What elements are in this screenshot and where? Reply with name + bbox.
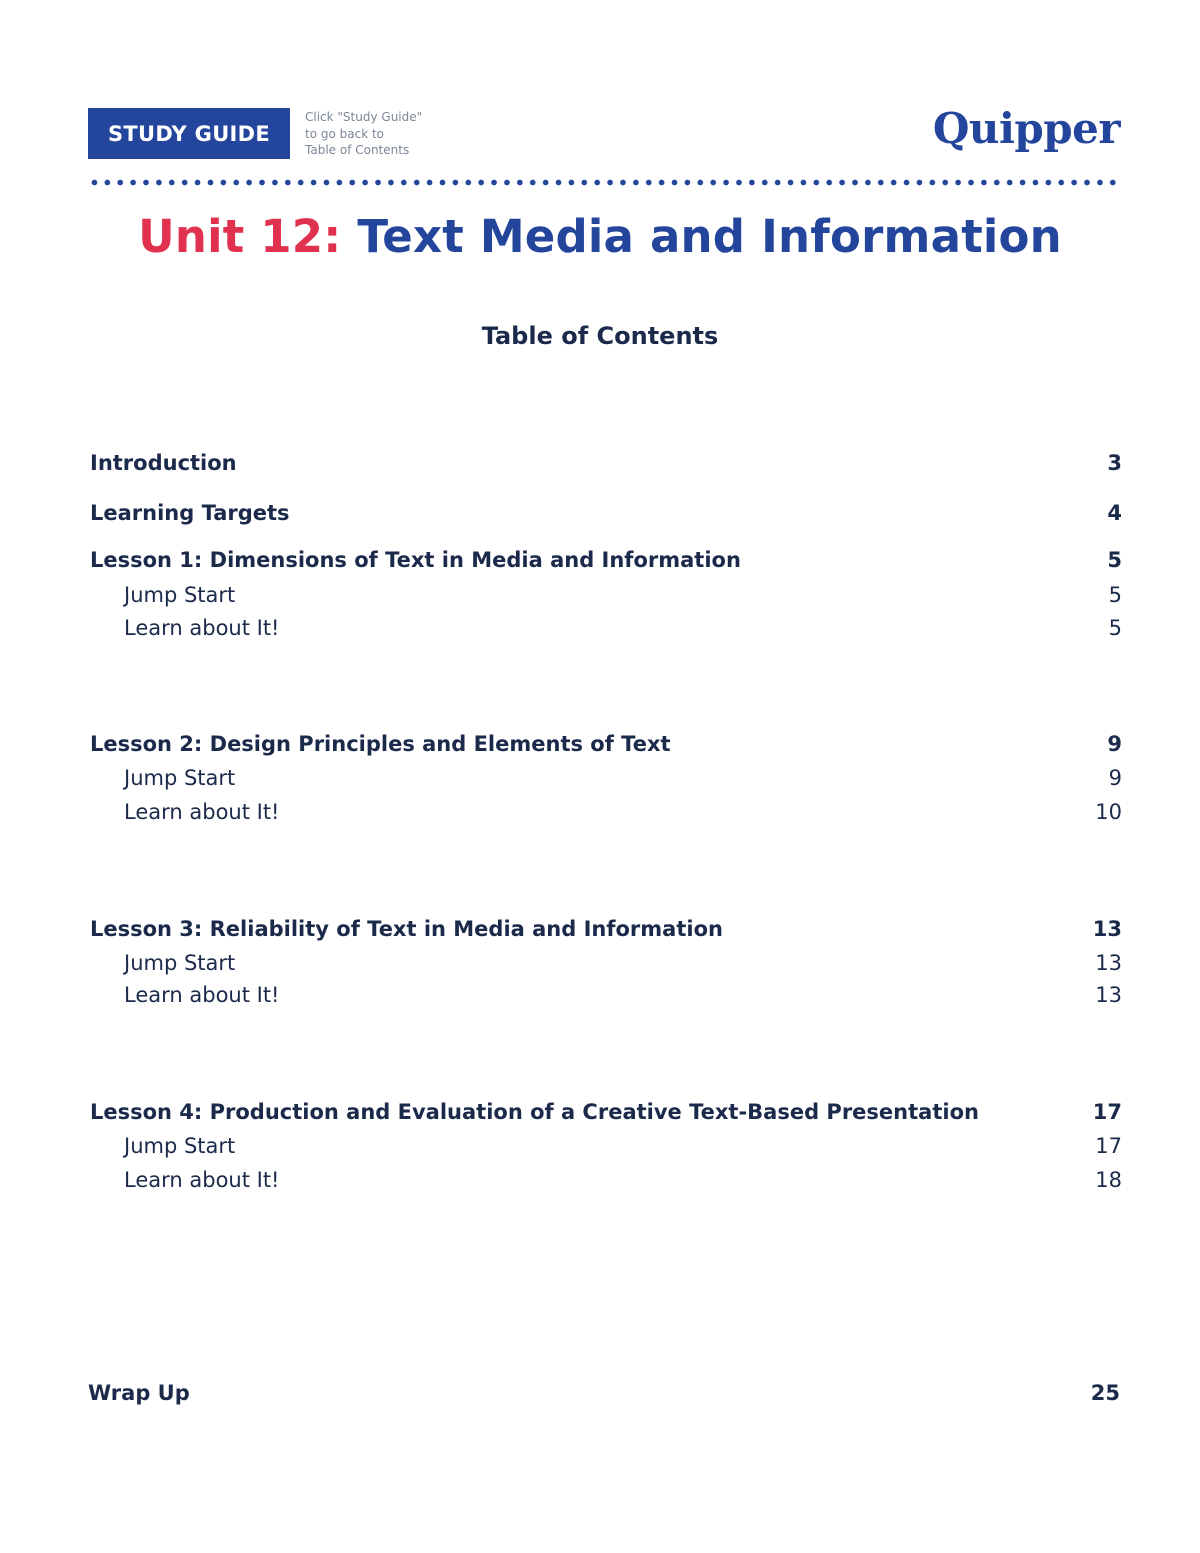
toc-entry-page: 13 xyxy=(1095,951,1122,975)
toc-entry-lesson-3-jump-start[interactable] xyxy=(124,947,1122,979)
toc-entry-lesson-2[interactable] xyxy=(90,728,1122,760)
toc-entry-title: Jump Start xyxy=(124,766,236,790)
note-line: Click "Study Guide" xyxy=(305,110,423,124)
toc-entry-page: 18 xyxy=(1095,1168,1122,1192)
toc-entry-lesson-1[interactable] xyxy=(90,544,1122,576)
toc-entry-title: Wrap Up xyxy=(88,1381,190,1405)
unit-title-text: Text Media and Information xyxy=(341,210,1062,263)
study-guide-note xyxy=(305,109,505,159)
toc-entry-page: 4 xyxy=(1107,501,1122,525)
toc-entry-title: Jump Start xyxy=(124,583,236,607)
toc-entry-lesson-2-jump-start[interactable] xyxy=(124,762,1122,794)
toc-entry-title: Introduction xyxy=(90,451,237,475)
toc-entry-title: Learn about It! xyxy=(124,1168,280,1192)
toc-entry-lesson-4-jump-start[interactable] xyxy=(124,1130,1122,1162)
toc-entry-page: 9 xyxy=(1107,732,1122,756)
toc-entry-page: 5 xyxy=(1108,583,1122,607)
toc-entry-lesson-2-learn-about-it[interactable] xyxy=(124,796,1122,828)
toc-entry-page: 17 xyxy=(1095,1134,1122,1158)
toc-entry-title: Jump Start xyxy=(124,1134,236,1158)
toc-entry-page: 25 xyxy=(1090,1381,1120,1405)
toc-entry-title: Lesson 1: Dimensions of Text in Media and Information xyxy=(90,548,741,572)
toc-entry-lesson-4-learn-about-it[interactable] xyxy=(124,1164,1122,1196)
toc-entry-page: 13 xyxy=(1092,917,1122,941)
unit-number: Unit 12: xyxy=(138,210,342,263)
toc-entry-lesson-1-jump-start[interactable] xyxy=(124,579,1122,611)
toc-entry-page: 3 xyxy=(1107,451,1122,475)
toc-entry-title: Learn about It! xyxy=(124,983,280,1007)
toc-entry-page: 17 xyxy=(1092,1100,1122,1124)
toc-entry-introduction[interactable] xyxy=(90,447,1122,479)
toc-entry-title: Lesson 4: Production and Evaluation of a Creative Text-Based Presentation xyxy=(90,1100,979,1124)
brand-logo: Quipper xyxy=(932,104,1120,153)
page-header xyxy=(88,104,1120,164)
toc-entry-title: Jump Start xyxy=(124,951,236,975)
toc-entry-title: Lesson 2: Design Principles and Elements of Text xyxy=(90,732,671,756)
toc-entry-lesson-3-learn-about-it[interactable] xyxy=(124,979,1122,1011)
toc-entry-lesson-4[interactable] xyxy=(90,1096,1122,1128)
toc-entry-lesson-3[interactable] xyxy=(90,913,1122,945)
unit-title xyxy=(0,210,1200,263)
toc-entry-title: Learn about It! xyxy=(124,800,280,824)
toc-entry-title: Learn about It! xyxy=(124,616,280,640)
toc-entry-lesson-1-learn-about-it[interactable] xyxy=(124,612,1122,644)
toc-entry-wrap-up[interactable] xyxy=(88,1377,1120,1409)
toc-entry-page: 5 xyxy=(1107,548,1122,572)
toc-entry-page: 5 xyxy=(1108,616,1122,640)
toc-heading: Table of Contents xyxy=(481,322,719,350)
toc-entry-learning-targets[interactable] xyxy=(90,497,1122,529)
toc-entry-page: 10 xyxy=(1095,800,1122,824)
note-line: to go back to xyxy=(305,126,385,141)
toc-entry-title: Learning Targets xyxy=(90,501,290,525)
dotted-divider xyxy=(88,179,1120,186)
toc-entry-page: 13 xyxy=(1095,983,1122,1007)
toc-entry-page: 9 xyxy=(1108,766,1122,790)
study-guide-button[interactable]: STUDY GUIDE xyxy=(88,108,290,159)
note-line: Table of Contents xyxy=(305,143,410,157)
toc-entry-title: Lesson 3: Reliability of Text in Media and Information xyxy=(90,917,723,941)
